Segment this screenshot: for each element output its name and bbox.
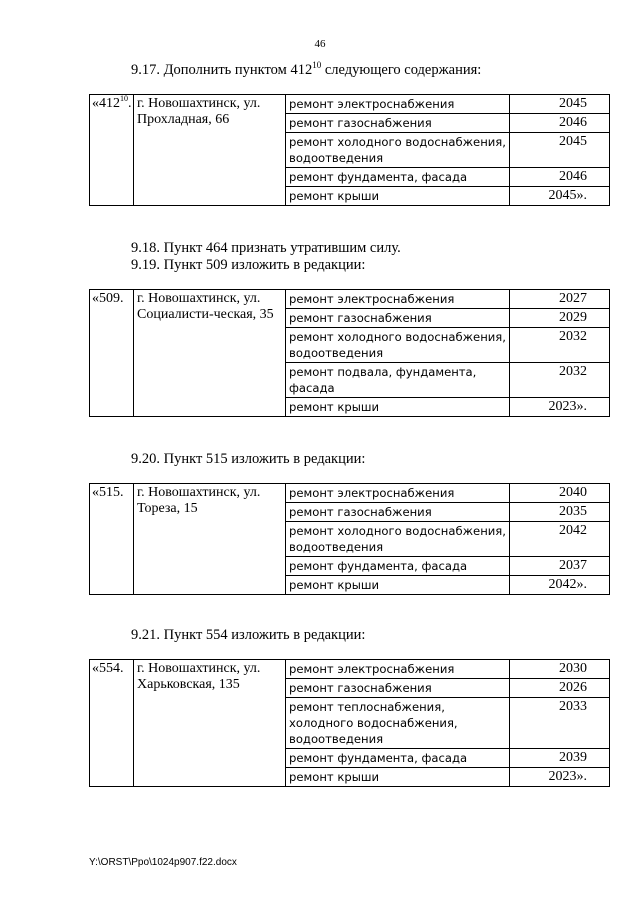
year-cell: 2042». xyxy=(510,576,610,595)
file-path-footer: Y:\ORST\Ppo\1024p907.f22.docx xyxy=(89,857,237,868)
paragraph-9-21: 9.21. Пункт 554 изложить в редакции: xyxy=(131,627,366,643)
amendment-table-412-10 xyxy=(89,94,610,206)
work-cell: ремонт фундамента, фасада xyxy=(286,749,510,768)
year-cell: 2045 xyxy=(510,133,610,168)
year-cell: 2045 xyxy=(510,95,610,114)
work-cell: ремонт электроснабжения xyxy=(286,660,510,679)
paragraph-9-18: 9.18. Пункт 464 признать утратившим силу. xyxy=(131,240,401,256)
year-cell: 2023». xyxy=(510,768,610,787)
work-cell: ремонт крыши xyxy=(286,768,510,787)
address-cell: г. Новошахтинск, ул. Тореза, 15 xyxy=(134,484,286,595)
table-row xyxy=(90,290,610,309)
year-cell: 2040 xyxy=(510,484,610,503)
year-cell: 2037 xyxy=(510,557,610,576)
paragraph-9-19: 9.19. Пункт 509 изложить в редакции: xyxy=(131,257,366,273)
amendment-table-515 xyxy=(89,483,610,595)
item-number-cell: «515. xyxy=(90,484,134,595)
amendment-table-554 xyxy=(89,659,610,787)
work-cell: ремонт газоснабжения xyxy=(286,309,510,328)
item-number-tail: . xyxy=(128,96,132,111)
year-cell: 2046 xyxy=(510,114,610,133)
paragraph-9-17 xyxy=(131,62,481,78)
address-cell: г. Новошахтинск, ул. Харьковская, 135 xyxy=(134,660,286,787)
work-cell: ремонт холодного водоснабжения, водоотведения xyxy=(286,133,510,168)
item-number-cell: «509. xyxy=(90,290,134,417)
work-cell: ремонт фундамента, фасада xyxy=(286,168,510,187)
work-cell: ремонт холодного водоснабжения, водоотведения xyxy=(286,328,510,363)
year-cell: 2032 xyxy=(510,363,610,398)
item-number-cell: «554. xyxy=(90,660,134,787)
year-cell: 2032 xyxy=(510,328,610,363)
work-cell: ремонт электроснабжения xyxy=(286,95,510,114)
work-cell: ремонт фундамента, фасада xyxy=(286,557,510,576)
work-cell: ремонт крыши xyxy=(286,398,510,417)
paragraph-superscript: 10 xyxy=(312,60,322,70)
work-cell: ремонт электроснабжения xyxy=(286,484,510,503)
address-cell: г. Новошахтинск, ул. Социалисти-ческая, 35 xyxy=(134,290,286,417)
year-cell: 2029 xyxy=(510,309,610,328)
address-cell: г. Новошахтинск, ул. Прохладная, 66 xyxy=(134,95,286,206)
work-cell: ремонт газоснабжения xyxy=(286,503,510,522)
paragraph-tail: следующего содержания: xyxy=(321,62,482,78)
table-row xyxy=(90,95,610,114)
work-cell: ремонт газоснабжения xyxy=(286,114,510,133)
year-cell: 2045». xyxy=(510,187,610,206)
item-number-cell xyxy=(90,95,134,206)
year-cell: 2033 xyxy=(510,698,610,749)
year-cell: 2035 xyxy=(510,503,610,522)
item-number: «412 xyxy=(92,96,120,111)
table-row xyxy=(90,484,610,503)
work-cell: ремонт холодного водоснабжения, водоотведения xyxy=(286,522,510,557)
table-row xyxy=(90,660,610,679)
work-cell: ремонт электроснабжения xyxy=(286,290,510,309)
work-cell: ремонт газоснабжения xyxy=(286,679,510,698)
year-cell: 2042 xyxy=(510,522,610,557)
year-cell: 2030 xyxy=(510,660,610,679)
year-cell: 2023». xyxy=(510,398,610,417)
work-cell: ремонт крыши xyxy=(286,187,510,206)
year-cell: 2027 xyxy=(510,290,610,309)
work-cell: ремонт подвала, фундамента, фасада xyxy=(286,363,510,398)
year-cell: 2026 xyxy=(510,679,610,698)
page-number: 46 xyxy=(314,38,326,50)
amendment-table-509 xyxy=(89,289,610,417)
year-cell: 2046 xyxy=(510,168,610,187)
item-number-superscript: 10 xyxy=(120,94,128,103)
year-cell: 2039 xyxy=(510,749,610,768)
paragraph-text: 9.17. Дополнить пунктом 412 xyxy=(131,62,313,78)
work-cell: ремонт теплоснабжения, холодного водоснабжения, водоотведения xyxy=(286,698,510,749)
paragraph-9-20: 9.20. Пункт 515 изложить в редакции: xyxy=(131,451,366,467)
work-cell: ремонт крыши xyxy=(286,576,510,595)
